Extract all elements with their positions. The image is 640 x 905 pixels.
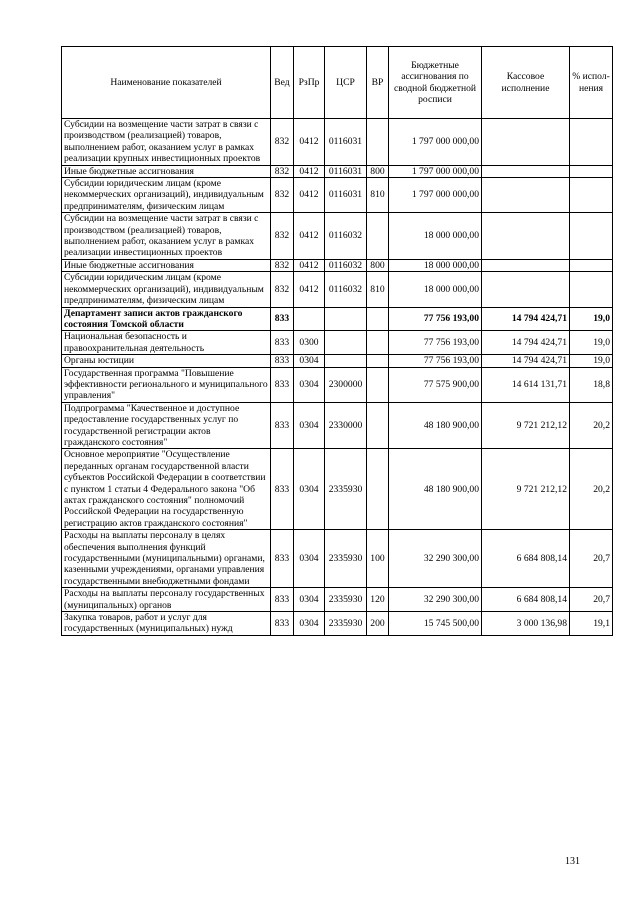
table-row	[62, 355, 613, 367]
cell-budget: 1 797 000 000,00	[389, 178, 482, 213]
table-row	[62, 402, 613, 449]
cell-rzpr	[294, 307, 325, 331]
cell-vr	[367, 307, 389, 331]
cell-vr: 200	[367, 612, 389, 636]
cell-name: Подпрограмма "Качественное и доступное предоставление государственных услуг по государственной регистрации актов гражданского состояния"	[62, 402, 271, 449]
cell-ved: 833	[271, 402, 294, 449]
cell-vr	[367, 355, 389, 367]
cell-rzpr: 0412	[294, 213, 325, 260]
header-csr: ЦСР	[325, 47, 367, 119]
cell-rzpr: 0304	[294, 402, 325, 449]
cell-cash: 6 684 808,14	[482, 530, 570, 588]
cell-ved: 832	[271, 119, 294, 166]
cell-csr: 2335930	[325, 588, 367, 612]
cell-cash	[482, 213, 570, 260]
cell-name: Национальная безопасность и правоохранительная деятельность	[62, 331, 271, 355]
header-name: Наименование показателей	[62, 47, 271, 119]
cell-cash: 3 000 136,98	[482, 612, 570, 636]
cell-pct	[570, 119, 613, 166]
table-row	[62, 588, 613, 612]
cell-name: Расходы на выплаты персоналу государственных (муниципальных) органов	[62, 588, 271, 612]
cell-budget: 18 000 000,00	[389, 213, 482, 260]
cell-csr	[325, 355, 367, 367]
table-row	[62, 307, 613, 331]
cell-csr	[325, 331, 367, 355]
cell-name: Субсидии на возмещение части затрат в связи с производством (реализацией) товаров, выполнением работ, оказанием услуг в рамках реализации инвестиционных проектов	[62, 213, 271, 260]
cell-budget: 18 000 000,00	[389, 259, 482, 271]
budget-table	[61, 46, 613, 636]
cell-cash: 14 794 424,71	[482, 331, 570, 355]
cell-vr	[367, 402, 389, 449]
cell-budget: 32 290 300,00	[389, 588, 482, 612]
cell-ved: 833	[271, 612, 294, 636]
cell-ved: 832	[271, 272, 294, 307]
cell-name: Субсидии юридическим лицам (кроме некоммерческих организаций), индивидуальным предпринимателям, физическим лицам	[62, 272, 271, 307]
cell-pct: 19,1	[570, 612, 613, 636]
cell-rzpr: 0412	[294, 165, 325, 177]
cell-cash: 9 721 212,12	[482, 449, 570, 530]
cell-name: Субсидии юридическим лицам (кроме некоммерческих организаций), индивидуальным предпринимателям, физическим лицам	[62, 178, 271, 213]
cell-vr	[367, 449, 389, 530]
cell-name: Расходы на выплаты персоналу в целях обеспечения выполнения функций государственными (муниципальными) органами, казенными учреждениями, органами управления государственными внебюджетными фондами	[62, 530, 271, 588]
cell-csr: 0116032	[325, 259, 367, 271]
cell-rzpr: 0304	[294, 367, 325, 402]
table-row	[62, 449, 613, 530]
cell-ved: 832	[271, 178, 294, 213]
cell-rzpr: 0304	[294, 530, 325, 588]
cell-pct: 20,7	[570, 530, 613, 588]
cell-vr: 100	[367, 530, 389, 588]
cell-rzpr: 0412	[294, 259, 325, 271]
cell-cash: 14 614 131,71	[482, 367, 570, 402]
cell-rzpr: 0412	[294, 119, 325, 166]
cell-rzpr: 0304	[294, 588, 325, 612]
cell-budget: 18 000 000,00	[389, 272, 482, 307]
cell-cash	[482, 259, 570, 271]
cell-rzpr: 0412	[294, 272, 325, 307]
cell-vr	[367, 367, 389, 402]
cell-ved: 833	[271, 367, 294, 402]
table-header-row	[62, 47, 613, 119]
cell-budget: 77 756 193,00	[389, 331, 482, 355]
cell-budget: 15 745 500,00	[389, 612, 482, 636]
cell-budget: 48 180 900,00	[389, 449, 482, 530]
cell-csr: 0116032	[325, 272, 367, 307]
header-vr: ВР	[367, 47, 389, 119]
cell-pct	[570, 178, 613, 213]
cell-pct: 20,7	[570, 588, 613, 612]
cell-vr: 120	[367, 588, 389, 612]
cell-csr: 0116031	[325, 165, 367, 177]
header-cash: Кассовое исполнение	[482, 47, 570, 119]
cell-csr: 2335930	[325, 530, 367, 588]
table-row	[62, 165, 613, 177]
cell-pct	[570, 165, 613, 177]
table-row	[62, 612, 613, 636]
header-rzpr: РзПр	[294, 47, 325, 119]
cell-vr: 800	[367, 259, 389, 271]
cell-ved: 832	[271, 213, 294, 260]
cell-cash	[482, 272, 570, 307]
cell-ved: 833	[271, 355, 294, 367]
cell-rzpr: 0300	[294, 331, 325, 355]
cell-csr: 2335930	[325, 449, 367, 530]
cell-ved: 833	[271, 331, 294, 355]
header-pct: % испол-нения	[570, 47, 613, 119]
cell-vr	[367, 331, 389, 355]
page-number: 131	[565, 856, 580, 867]
cell-csr	[325, 307, 367, 331]
cell-cash	[482, 178, 570, 213]
table-row	[62, 272, 613, 307]
cell-name: Основное мероприятие "Осуществление переданных органам государственной власти субъектов Российской Федерации в соответствии с пунктом 1 статьи 4 Федерального закона "Об актах гражданского состояния" полномочий Российской Федерации на государственную регистрацию актов гражданского состояния"	[62, 449, 271, 530]
cell-ved: 832	[271, 165, 294, 177]
cell-ved: 833	[271, 449, 294, 530]
cell-vr: 800	[367, 165, 389, 177]
cell-pct: 19,0	[570, 355, 613, 367]
cell-cash: 14 794 424,71	[482, 355, 570, 367]
table-row	[62, 213, 613, 260]
cell-pct: 19,0	[570, 307, 613, 331]
header-ved: Вед	[271, 47, 294, 119]
cell-budget: 32 290 300,00	[389, 530, 482, 588]
cell-rzpr: 0304	[294, 449, 325, 530]
cell-pct	[570, 272, 613, 307]
cell-budget: 77 575 900,00	[389, 367, 482, 402]
cell-rzpr: 0304	[294, 355, 325, 367]
cell-budget: 48 180 900,00	[389, 402, 482, 449]
cell-name: Закупка товаров, работ и услуг для государственных (муниципальных) нужд	[62, 612, 271, 636]
cell-pct: 20,2	[570, 402, 613, 449]
cell-csr: 0116031	[325, 178, 367, 213]
cell-pct: 20,2	[570, 449, 613, 530]
cell-cash: 14 794 424,71	[482, 307, 570, 331]
cell-csr: 2335930	[325, 612, 367, 636]
cell-ved: 833	[271, 530, 294, 588]
cell-csr: 0116032	[325, 213, 367, 260]
cell-name: Государственная программа "Повышение эффективности регионального и муниципального управления"	[62, 367, 271, 402]
header-budget: Бюджетные ассигнования по сводной бюджетной росписи	[389, 47, 482, 119]
cell-budget: 1 797 000 000,00	[389, 165, 482, 177]
cell-csr: 2330000	[325, 402, 367, 449]
cell-cash	[482, 165, 570, 177]
cell-budget: 1 797 000 000,00	[389, 119, 482, 166]
cell-name: Органы юстиции	[62, 355, 271, 367]
table-row	[62, 178, 613, 213]
cell-name: Иные бюджетные ассигнования	[62, 259, 271, 271]
cell-rzpr: 0304	[294, 612, 325, 636]
cell-name: Департамент записи актов гражданского состояния Томской области	[62, 307, 271, 331]
cell-pct: 19,0	[570, 331, 613, 355]
table-row	[62, 530, 613, 588]
cell-rzpr: 0412	[294, 178, 325, 213]
cell-csr: 2300000	[325, 367, 367, 402]
cell-pct: 18,8	[570, 367, 613, 402]
cell-vr	[367, 119, 389, 166]
cell-vr	[367, 213, 389, 260]
table-row	[62, 331, 613, 355]
cell-vr: 810	[367, 272, 389, 307]
table-row	[62, 119, 613, 166]
table-row	[62, 367, 613, 402]
cell-pct	[570, 213, 613, 260]
cell-cash	[482, 119, 570, 166]
table-row	[62, 259, 613, 271]
cell-budget: 77 756 193,00	[389, 307, 482, 331]
cell-cash: 9 721 212,12	[482, 402, 570, 449]
cell-ved: 833	[271, 307, 294, 331]
cell-pct	[570, 259, 613, 271]
table-body	[62, 119, 613, 636]
cell-vr: 810	[367, 178, 389, 213]
cell-ved: 832	[271, 259, 294, 271]
cell-cash: 6 684 808,14	[482, 588, 570, 612]
cell-budget: 77 756 193,00	[389, 355, 482, 367]
cell-name: Иные бюджетные ассигнования	[62, 165, 271, 177]
cell-csr: 0116031	[325, 119, 367, 166]
cell-ved: 833	[271, 588, 294, 612]
cell-name: Субсидии на возмещение части затрат в связи с производством (реализацией) товаров, выполнением работ, оказанием услуг в рамках реализации крупных инвестиционных проектов	[62, 119, 271, 166]
